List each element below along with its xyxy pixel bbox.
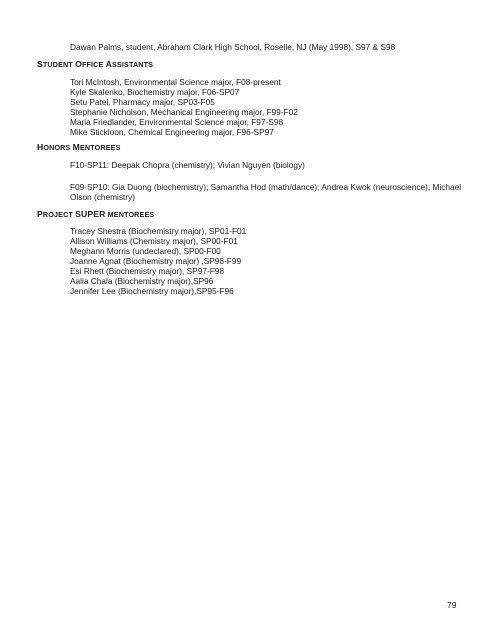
list-item: Kyle Skalenko, Biochemistry major, F06-SP07: [70, 87, 240, 97]
list-item: Esi Rhett (Biochemistry major), SP97-F98: [70, 266, 224, 276]
honors-entry: F09-SP10: Gia Duong (biochemistry); Samantha Hod (math/dance); Andrea Kwok (neuroscience); Michael: [70, 182, 462, 192]
list-item: Meghann Morris (undeclared), SP00-F00: [70, 246, 221, 256]
student-office-assistants-heading: STUDENT OFFICE ASSISTANTS: [37, 59, 154, 69]
list-item: Tori McIntosh, Environmental Science major, F08-present: [70, 77, 281, 87]
list-item: Tracey Shestra (Biochemistry major), SP01-F01: [70, 226, 247, 236]
list-item: Mike Stickloon, Chemical Engineering major, F96-SP97: [70, 127, 274, 137]
list-item: Stephanie Nicholson, Mechanical Engineering major, F99-F02: [70, 107, 298, 117]
list-item: Jennifer Lee (Biochemistry major),SP95-F96: [70, 286, 234, 296]
honors-entry-continued: Olson (chemistry): [70, 192, 136, 202]
honors-entry: F10-SP11: Deepak Chopra (chemistry); Vivian Nguyen (biology): [70, 160, 305, 170]
honors-mentorees-heading: HONORS MENTOREES: [37, 142, 121, 152]
page-number: 79: [447, 600, 457, 610]
list-item: Maria Friedlander, Environmental Science major, F97-S98: [70, 117, 284, 127]
list-item: Setu Patel, Pharmacy major, SP03-F05: [70, 97, 215, 107]
list-item: Joanne Agnat (Biochemistry major) ,SP98-F99: [70, 256, 242, 266]
list-item: Allison Williams (Chemistry major), SP00-F01: [70, 236, 238, 246]
list-item: Aalia Chala (Biochemistry major),SP96: [70, 276, 214, 286]
project-super-mentorees-heading: PROJECT SUPER MENTOREES: [37, 209, 155, 219]
top-entry: Dawan Palms, student, Abraham Clark High School, Roselle, NJ (May 1998), S97 & S98: [70, 42, 396, 52]
